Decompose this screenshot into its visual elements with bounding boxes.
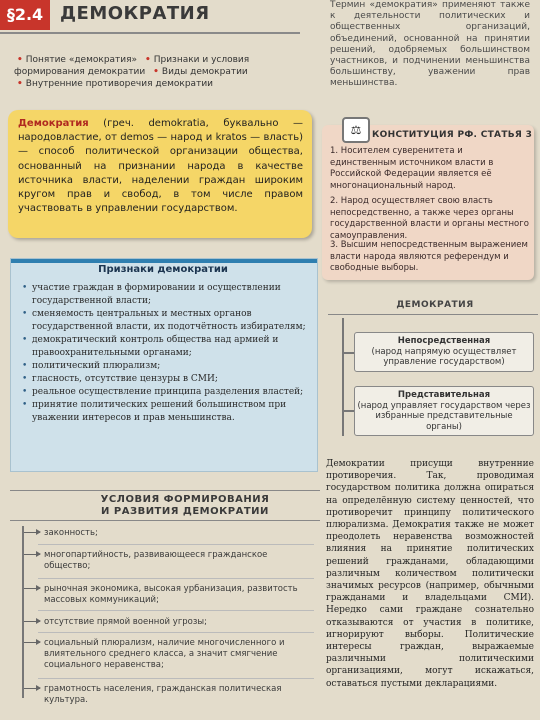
condition-text: законность; [44, 528, 98, 538]
direct-democracy-desc: (народ напрямую осуществляет управление государством) [371, 346, 517, 367]
condition-text: многопартийность, развивающееся гражданское общество; [44, 550, 268, 571]
keyword-item: Внутренние противоречия демократии [25, 79, 214, 89]
arrow-icon [24, 532, 40, 533]
condition-item [24, 617, 314, 628]
arrow-icon [24, 588, 40, 589]
signs-list [22, 282, 310, 425]
condition-item [24, 638, 314, 671]
conditions-title-line: И РАЗВИТИЯ ДЕМОКРАТИИ [101, 506, 269, 517]
condition-item [24, 528, 314, 539]
divider [328, 314, 538, 315]
connector-branch [342, 410, 354, 412]
bullet-icon: • [144, 55, 151, 65]
keyword-item: Признаки и условия формирования демократии [14, 55, 250, 77]
divider [10, 490, 320, 491]
arrow-icon [24, 554, 40, 555]
term-note: Термин «демократия» применяют также к деятельности политических и общественных организаций, объединений, основанной на принятии решений, одобряемых большинством участников, и подчинении меньшинства большинству, уважении прав меньшинства. [330, 0, 530, 89]
condition-item [24, 550, 314, 572]
keyword-item: Виды демократии [161, 67, 248, 77]
conditions-title-line: УСЛОВИЯ ФОРМИРОВАНИЯ [100, 494, 270, 505]
page-title: ДЕМОКРАТИЯ [60, 3, 210, 24]
representative-democracy-box [354, 386, 534, 436]
scales-icon: ⚖ [342, 117, 370, 143]
contradictions-paragraph: Демократии присущи внутренние противоречия. Так, проводимая государством политика должна опираться на определённую систему ценностей, что противоречит принципу политического плюрализма. Демократия также не может преодолеть неравенства возможностей влияния на принятие политических решений гражданами, обладающими различным количеством политически значимых ресурсов (например, обычными гражданами и владельцами СМИ). Нередко сами граждане сознательно отказываются от участия в политике, игнорируют выборы. Политические интересы граждан, выражаемые различными политическими организациями, могут искажаться, оставаться пустыми декларациями. [326, 459, 534, 689]
democracy-header: ДЕМОКРАТИЯ [396, 300, 474, 310]
separator [38, 610, 314, 611]
condition-text: рыночная экономика, высокая урбанизация, развитость массовых коммуникаций; [44, 584, 298, 605]
condition-text: социальный плюрализм, наличие многочисленного и влиятельного среднего класса, а значит смягчение социального неравенства; [44, 638, 285, 670]
connector-branch [342, 352, 354, 354]
condition-item [24, 584, 314, 606]
separator [38, 632, 314, 633]
keywords-list [14, 54, 304, 90]
section-badge: §2.4 [0, 0, 50, 30]
constitution-title: КОНСТИТУЦИЯ РФ. СТАТЬЯ 3 [372, 130, 533, 140]
list-item: • политический плюрализм; [22, 360, 310, 373]
list-item: • принятие политических решений большинством при уважении интересов и прав меньшинства. [22, 399, 310, 425]
definition-text [18, 117, 303, 216]
keyword-item: Понятие «демократия» [25, 55, 138, 65]
direct-democracy-title: Непосредственная [397, 336, 491, 346]
list-item: • участие граждан в формировании и осуществлении государственной власти; [22, 282, 310, 308]
constitution-item: 3. Высшим непосредственным выражением власти народа являются референдум и свободные выборы. [330, 240, 528, 273]
bullet-icon: • [17, 55, 23, 65]
connector-line [342, 318, 344, 436]
condition-text: грамотность населения, гражданская политическая культура. [44, 684, 282, 705]
divider [10, 520, 320, 521]
arrow-icon [24, 642, 40, 643]
signs-title: Признаки демократии [98, 264, 228, 275]
arrow-icon [24, 688, 40, 689]
condition-item [24, 684, 314, 706]
title-divider [0, 32, 300, 34]
direct-democracy-box [354, 332, 534, 372]
list-item: • сменяемость центральных и местных органов государственной власти, их подотчётность избирателям; [22, 308, 310, 334]
representative-democracy-title: Представительная [397, 390, 491, 400]
list-item: • реальное осуществление принципа разделения властей; [22, 386, 310, 399]
list-item: • гласность, отсутствие цензуры в СМИ; [22, 373, 310, 386]
separator [38, 578, 314, 579]
conditions-title [60, 494, 310, 518]
condition-text: отсутствие прямой военной угрозы; [44, 617, 207, 627]
representative-democracy-desc: (народ управляет государством через избранные представительные органы) [357, 400, 531, 432]
constitution-item: 1. Носителем суверенитета и единственным источником власти в Российской Федерации является её многонациональный народ. [330, 146, 494, 191]
constitution-item: 2. Народ осуществляет свою власть непосредственно, а также через органы государственной власти и органы местного самоуправления. [330, 196, 529, 241]
separator [38, 678, 314, 679]
bullet-icon: • [17, 79, 23, 89]
separator [38, 544, 314, 545]
bullet-icon: • [153, 67, 159, 77]
arrow-icon [24, 621, 40, 622]
list-item: • демократический контроль общества над армией и правоохранительными органами; [22, 334, 310, 360]
definition-body: (греч. demokratia, буквально — народовластие, от demos — народ и kratos — власть) — способ политической организации общества, основанный на признании народа в качестве источника власти, наделении граждан широким кругом прав и свобод, в том числе правом участвовать в управлении государством. [18, 118, 303, 215]
definition-term: Демократия [18, 118, 89, 129]
